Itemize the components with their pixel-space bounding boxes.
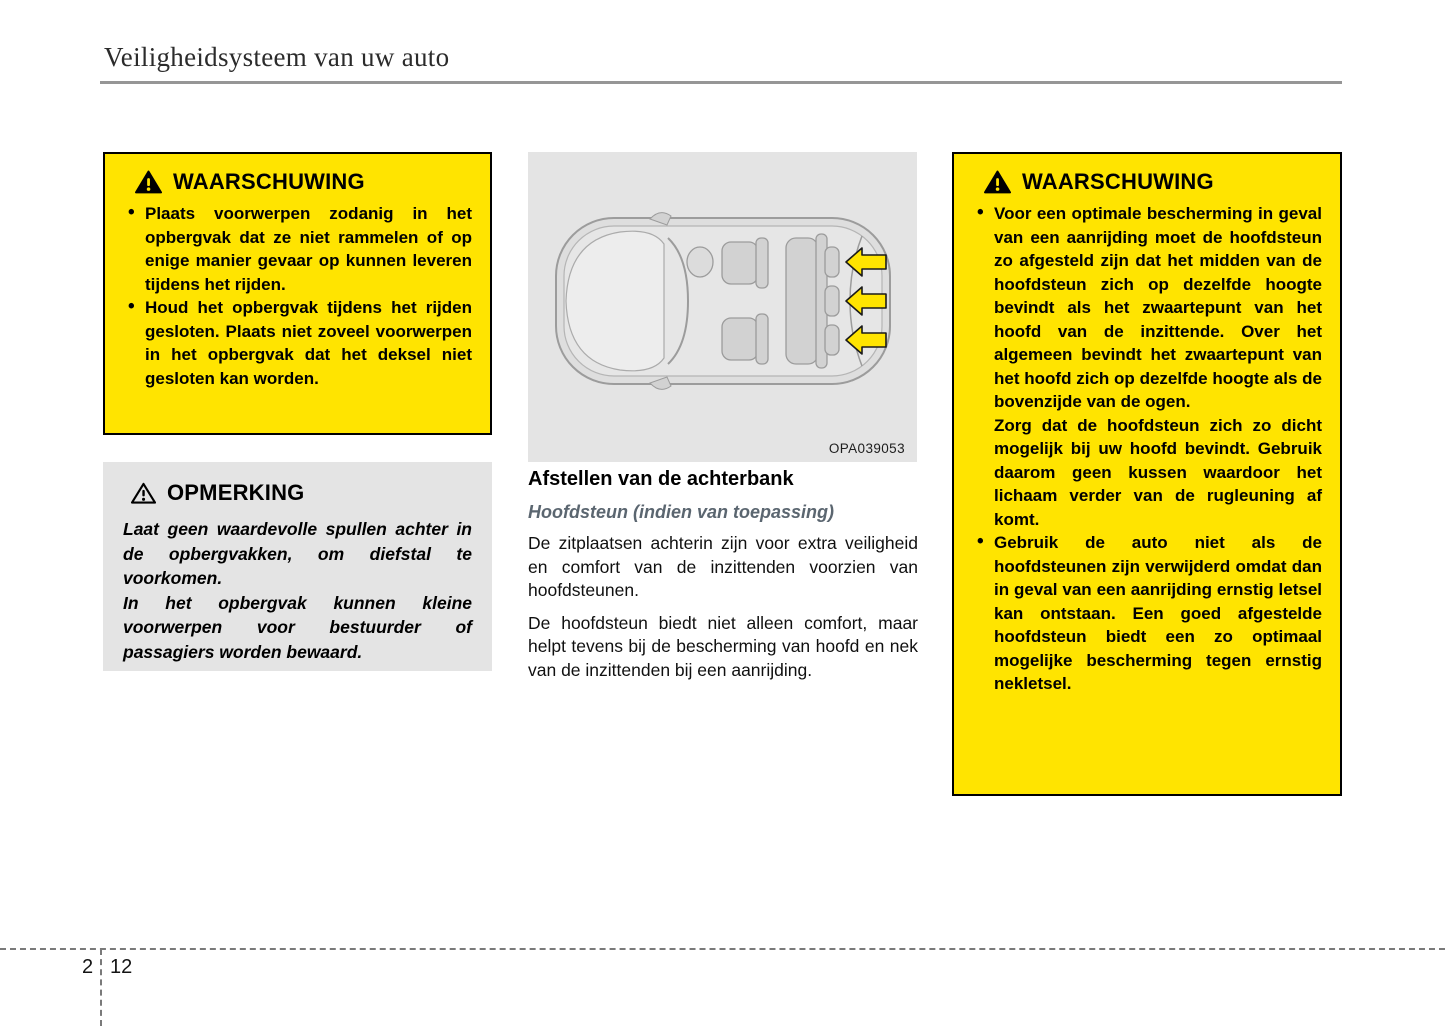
left-warning-box <box>103 152 492 435</box>
figure-caption: OPA039053 <box>828 441 905 456</box>
warning-title-row <box>972 169 1322 195</box>
note-title-row <box>123 480 472 506</box>
warning-bullet: • Plaats voorwerpen zodanig in het opbergvak dat ze niet rammelen of op enige manier gevaar op kunnen leveren tijdens het rijden. <box>123 202 472 296</box>
warning-triangle-icon <box>984 170 1011 194</box>
note-paragraph: In het opbergvak kunnen kleine voorwerpen voor bestuurder of passagiers worden bewaard. <box>123 592 472 662</box>
middle-text-column <box>528 468 918 691</box>
note-box-title: OPMERKING <box>167 480 305 505</box>
warning-bullet: • Gebruik de auto niet als de hoofdsteunen zijn verwijderd omdat dan in geval van een aanrijding ernstig letsel kan ontstaan. Een goed afgestelde hoofdsteun biedt een zo optimaal mogelijke bescherming tegen ernstig nekletsel. <box>972 531 1322 696</box>
footer-page-number: 12 <box>110 956 133 978</box>
warning-continuation: Zorg dat de hoofdsteun zich zo dicht mogelijk bij uw hoofd bevindt. Gebruik daarom geen kussen waardoor het lichaam verder van de rugleuning af komt. <box>994 415 1322 529</box>
note-box <box>103 462 492 671</box>
section-title: Afstellen van de achterbank <box>528 468 794 490</box>
warning-title-row <box>123 169 472 195</box>
body-paragraph: De zitplaatsen achterin zijn voor extra veiligheid en comfort van de inzittenden voorzien van hoofdsteunen. <box>528 533 918 600</box>
body-paragraph: De hoofdsteun biedt niet alleen comfort, maar helpt tevens bij de bescherming van hoofd en nek van de inzittenden bij een aanrijding. <box>528 612 918 680</box>
figure-box <box>528 152 917 462</box>
note-triangle-icon <box>131 482 156 504</box>
subsection-title: Hoofdsteun (indien van toepassing) <box>528 502 835 522</box>
footer-chapter-number: 2 <box>82 956 94 978</box>
page-title: Veiligheidsysteem van uw auto <box>104 42 450 72</box>
right-warning-box <box>952 152 1342 796</box>
warning-bullet: • Houd het opbergvak tijdens het rijden gesloten. Plaats niet zoveel voorwerpen in het opbergvak dat het deksel niet gesloten kan worden. <box>123 296 472 390</box>
warning-box-title: WAARSCHUWING <box>1022 169 1214 194</box>
warning-bullet: • Voor een optimale bescherming in geval van een aanrijding moet de hoofdsteun zo afgesteld zijn dat het midden van de hoofdsteun zich op dezelfde hoogte bevindt als het zwaartepunt van het hoofd van de inzittende. Over het algemeen bevindt het zwaartepunt van het hoofd zich op dezelfde hoogte als de bovenzijde van de ogen. <box>972 202 1322 414</box>
footer-crop-line-horizontal <box>0 948 1445 950</box>
note-paragraph: Laat geen waardevolle spullen achter in de opbergvakken, om diefstal te voorkomen. <box>123 519 472 588</box>
headrest-arrow-icons <box>846 248 886 354</box>
header-rule <box>100 81 1342 84</box>
warning-box-title: WAARSCHUWING <box>173 169 365 194</box>
footer-crop-line-vertical <box>100 949 102 1026</box>
warning-triangle-icon <box>135 170 162 194</box>
car-topview-diagram <box>528 152 917 462</box>
